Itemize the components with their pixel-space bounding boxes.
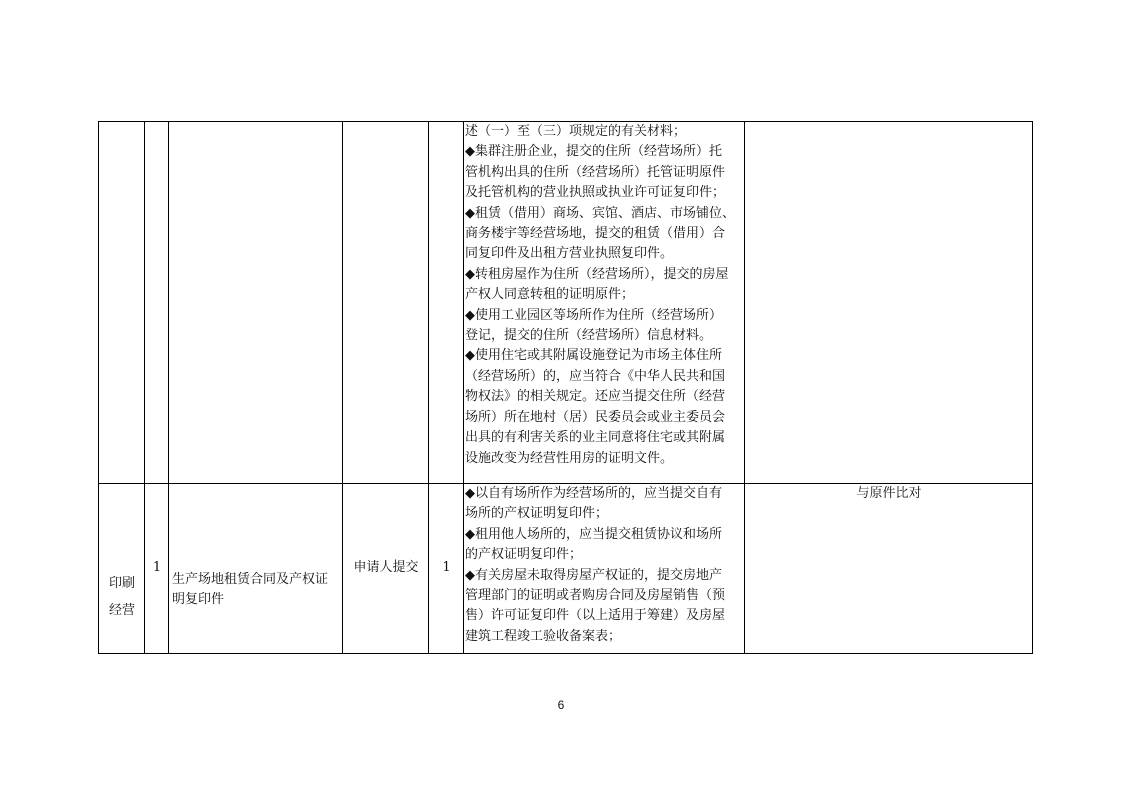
material-name-line: 明复印件 (172, 592, 225, 607)
requirement-line: 场所）所在地村（居）民委员会或业主委员会 (465, 409, 726, 425)
review-cell (745, 122, 1033, 484)
review-cell (745, 484, 1033, 654)
page-number: 6 (557, 698, 565, 712)
requirement-line: 商务楼宇等经营场地，提交的租赁（借用）合 (465, 226, 726, 242)
requirement-line: 管理部门的证明或者购房合同及房屋销售（预 (465, 588, 726, 604)
requirement-line: ◆租赁（借用）商场、宾馆、酒店、市场铺位、 (465, 205, 735, 221)
requirement-line: 出具的有利害关系的业主同意将住宅或其附属 (465, 430, 726, 446)
table-row (99, 122, 1033, 484)
material-source: 申请人提交 (353, 560, 419, 575)
source-cell (343, 122, 429, 484)
count-cell (429, 484, 464, 654)
requirement-line: 产权人同意转租的证明原件； (465, 287, 635, 303)
requirement-line: 的产权证明复印件； (465, 547, 583, 563)
requirement-line: 建筑工程竣工验收备案表； (465, 628, 622, 644)
table-row (99, 484, 1033, 654)
category-cell (99, 122, 145, 484)
material-cell (169, 122, 343, 484)
requirement-line: 管机构出具的住所（经营场所）托管证明原件 (465, 164, 726, 180)
material-cell (169, 484, 343, 654)
requirement-line: （经营场所）的，应当符合《中华人民共和国 (465, 368, 726, 384)
requirement-line: 物权法》的相关规定。还应当提交住所（经营 (465, 389, 726, 405)
requirement-line: 述（一）至（三）项规定的有关材料； (465, 124, 687, 139)
category-label: 印刷 (108, 576, 135, 591)
requirement-line: 售）许可证复印件（以上适用于筹建）及房屋 (465, 608, 726, 624)
requirement-line: ◆以自有场所作为经营场所的，应当提交自有 (465, 486, 722, 501)
requirements-cell (464, 484, 745, 654)
count-cell (429, 122, 464, 484)
requirement-line: ◆转租房屋作为住所（经营场所），提交的房屋 (465, 266, 729, 282)
copy-count: 1 (442, 560, 451, 575)
requirement-line: 登记，提交的住所（经营场所）信息材料。 (465, 328, 713, 344)
requirement-line: ◆集群注册企业，提交的住所（经营场所）托 (465, 144, 722, 160)
category-label: 经营 (108, 603, 135, 618)
item-number: 1 (152, 560, 162, 575)
requirement-line: 场所的产权证明复印件； (465, 506, 609, 522)
materials-table (98, 121, 1033, 654)
material-name (170, 484, 342, 610)
requirement-line: ◆使用住宅或其附属设施登记为市场主体住所 (465, 348, 722, 364)
requirements-cell (464, 122, 745, 484)
requirement-line: 同复印件及出租方营业执照复印件。 (465, 246, 674, 262)
source-cell (343, 484, 429, 654)
requirement-line: ◆有关房屋未取得房屋产权证的，提交房地产 (465, 567, 722, 583)
review-note: 与原件比对 (856, 486, 922, 501)
number-cell (145, 484, 169, 654)
requirement-line: ◆租用他人场所的，应当提交租赁协议和场所 (465, 526, 722, 542)
requirement-line: ◆使用工业园区等场所作为住所（经营场所） (465, 307, 722, 323)
requirement-line: 及托管机构的营业执照或执业许可证复印件； (465, 185, 726, 201)
number-cell (145, 122, 169, 484)
material-name-line: 生产场地租赁合同及产权证 (172, 572, 329, 587)
requirement-line: 设施改变为经营性用房的证明文件。 (465, 450, 674, 466)
category-cell (99, 484, 145, 654)
